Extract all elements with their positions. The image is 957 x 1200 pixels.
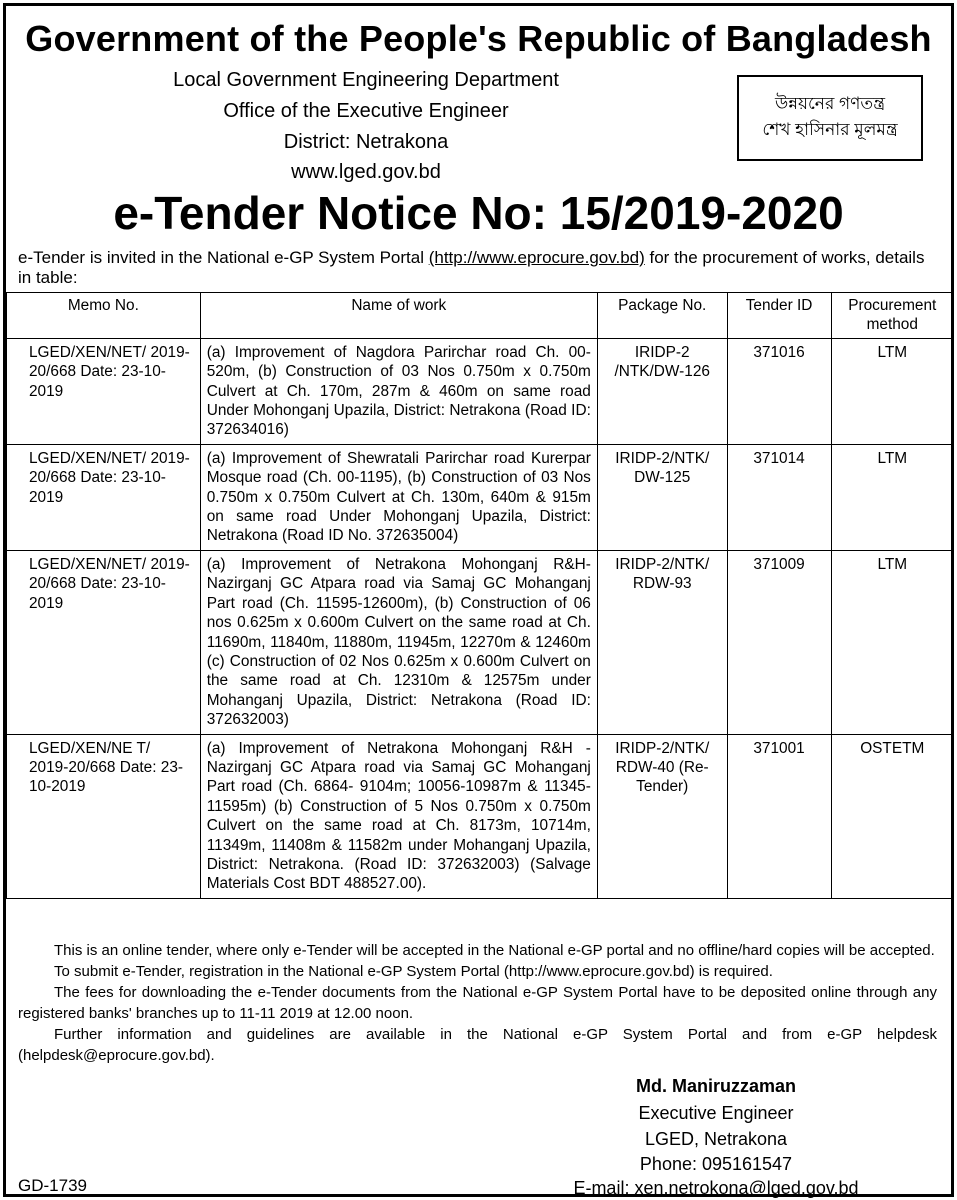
tender-id-cell: 371001 (727, 734, 831, 898)
procurement-cell: LTM (831, 550, 953, 734)
package-cell: IRIDP-2/NTK/ RDW-93 (597, 550, 727, 734)
work-name-cell: (a) Improvement of Netrakona Mohonganj R&H-Nazirganj GC Atpara road via Samaj GC Mohanganj Part road (Ch. 11595-12600m), (b) Construction of 06 nos 0.625m x 0.600m Culvert on the same road at Ch. 11690m, 11840m, 11880m, 11945m, 12270m & 12460m (c) Construction of 02 Nos 0.625m x 0.600m Culvert on the same road at Ch. 12310m & 12575m under Mohanganj Upazila, District: Netrakona (Road ID: 372632003) (200, 550, 597, 734)
table-row (7, 444, 954, 550)
package-cell: IRIDP-2/NTK/ RDW-40 (Re-Tender) (597, 734, 727, 898)
memo-cell: LGED/XEN/NET/ 2019-20/668 Date: 23-10-2019 (7, 338, 201, 444)
procurement-cell: LTM (831, 444, 953, 550)
notice-title: e-Tender Notice No: 15/2019-2020 (113, 187, 844, 239)
signatory-email[interactable]: E-mail: xen.netrokona@lged.gov.bd (573, 1178, 859, 1198)
reference-number: GD-1739 (18, 1176, 87, 1195)
header-procurement: Procurement method (831, 293, 953, 339)
term-paragraph: To submit e-Tender, registration in the National e-GP System Portal (http://www.eprocure.gov.bd) is required. (54, 963, 773, 980)
table-row (7, 338, 954, 444)
terms-section (18, 940, 937, 1066)
term-paragraph: The fees for downloading the e-Tender documents from the National e-GP System Portal have to be deposited online through any registered banks' branches up to 11-11 2019 at 12.00 noon. (18, 984, 937, 1022)
memo-cell: LGED/XEN/NE T/ 2019-20/668 Date: 23-10-2019 (7, 734, 201, 898)
government-title: Government of the People's Republic of Bangladesh (25, 18, 932, 59)
district-name: District: Netrakona (283, 131, 449, 153)
header-package: Package No. (597, 293, 727, 339)
intro-text (18, 248, 939, 288)
work-name-cell: (a) Improvement of Netrakona Mohonganj R&H - Nazirganj GC Atpara road via Samaj GC Mohanganj Part road (Ch. 6864- 9104m; 10056-10987m & 11345-11595m) (b) Construction of 5 Nos 0.750m x 0.750m Culvert on the same road at Ch. 8173m, 10714m, 11349m, 11408m & 11582m under Mohanganj Upazila, District: Netrakona. (Road ID: 372632003) (Salvage Materials Cost BDT 488527.00). (200, 734, 597, 898)
package-cell: IRIDP-2 /NTK/DW-126 (597, 338, 727, 444)
signatory-phone: Phone: 095161547 (639, 1154, 793, 1174)
tender-notice-page (3, 3, 954, 1197)
procurement-cell: LTM (831, 338, 953, 444)
works-table (6, 292, 954, 899)
table-row (7, 734, 954, 898)
intro-text-before: e-Tender is invited in the National e-GP System Portal (18, 248, 429, 267)
memo-cell: LGED/XEN/NET/ 2019-20/668 Date: 23-10-2019 (7, 550, 201, 734)
tender-id-cell: 371009 (727, 550, 831, 734)
procurement-cell: OSTETM (831, 734, 953, 898)
term-paragraph: Further information and guidelines are available in the National e-GP System Portal and from e-GP helpdesk (helpdesk@eprocure.gov.bd). (18, 1026, 937, 1064)
term-paragraph: This is an online tender, where only e-Tender will be accepted in the National e-GP portal and no offline/hard copies will be accepted. (54, 942, 935, 959)
header-memo: Memo No. (7, 293, 201, 339)
tender-id-cell: 371016 (727, 338, 831, 444)
table-row (7, 550, 954, 734)
header-name: Name of work (200, 293, 597, 339)
table-header-row (7, 293, 954, 339)
signatory-designation: Executive Engineer (638, 1103, 794, 1123)
office-name: Office of the Executive Engineer (223, 100, 509, 122)
work-name-cell: (a) Improvement of Shewratali Parirchar road Kurerpar Mosque road (Ch. 00-1195), (b) Construction of 03 Nos 0.750m x 0.750m Culvert at Ch. 130m, 640m & 915m on same road Under Mohonganj Upazila, District: Netrakona (Road ID No. 372635004) (200, 444, 597, 550)
slogan-line-2: শেখ হাসিনার মূলমন্ত্র (762, 120, 898, 139)
slogan-box (737, 75, 923, 161)
work-name-cell: (a) Improvement of Nagdora Parirchar road Ch. 00-520m, (b) Construction of 03 Nos 0.750m x 0.750m Culvert at Ch. 170m, 287m & 460m on same road Under Mohonganj Upazila, District: Netrakona (Road ID: 372634016) (200, 338, 597, 444)
package-cell: IRIDP-2/NTK/ DW-125 (597, 444, 727, 550)
intro-text-after: for the procurement of works, details in table: (18, 248, 925, 287)
department-name: Local Government Engineering Department (173, 69, 559, 91)
signatory-office: LGED, Netrakona (644, 1129, 788, 1149)
slogan-line-1: উন্নয়নের গণতন্ত্র (775, 94, 885, 113)
website[interactable]: www.lged.gov.bd (291, 161, 441, 183)
header-tender-id: Tender ID (727, 293, 831, 339)
memo-cell: LGED/XEN/NET/ 2019-20/668 Date: 23-10-2019 (7, 444, 201, 550)
tender-id-cell: 371014 (727, 444, 831, 550)
signatory-name: Md. Maniruzzaman (635, 1076, 796, 1096)
eprocure-link[interactable]: (http://www.eprocure.gov.bd) (428, 248, 645, 267)
